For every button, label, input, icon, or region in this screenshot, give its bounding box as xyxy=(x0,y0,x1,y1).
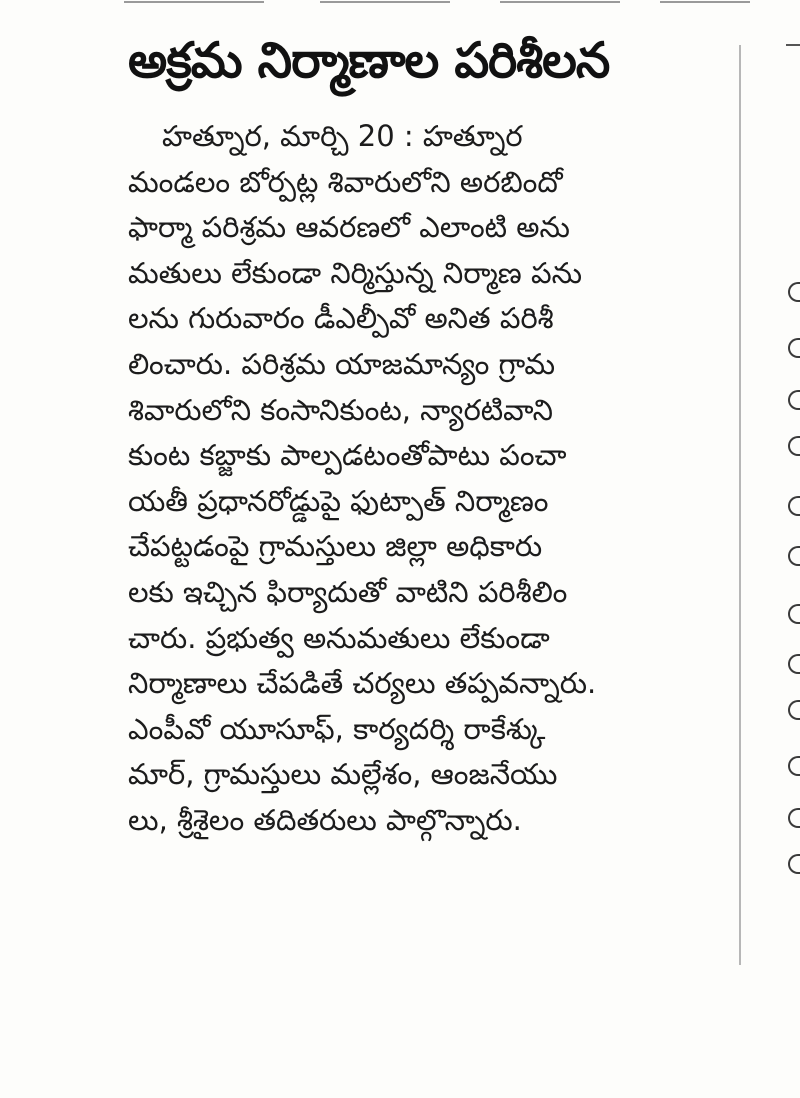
cut-glyph xyxy=(788,546,800,566)
article-body xyxy=(128,114,703,844)
top-rule xyxy=(120,0,800,6)
article-line: చేపట్టడంపై గ్రామస్తులు జిల్లా అధికారు xyxy=(128,529,543,564)
article-line: లించారు. పరిశ్రమ యాజమాన్యం గ్రామ xyxy=(128,346,556,381)
news-article xyxy=(128,22,708,844)
top-rule-segment xyxy=(124,1,264,3)
article-headline: అక్రమ నిర్మాణాల పరిశీలన xyxy=(128,32,610,89)
article-line: శివారులోని కంసానికుంట, న్యారటివాని xyxy=(128,392,554,427)
article-line: ఫార్మా పరిశ్రమ ఆవరణలో ఎలాంటి అను xyxy=(128,210,570,245)
cut-glyph xyxy=(788,436,800,456)
cut-glyph xyxy=(788,282,800,302)
top-rule-segment xyxy=(500,1,620,3)
cut-glyph xyxy=(788,854,800,874)
top-rule-segment xyxy=(320,1,450,3)
article-line: లను గురువారం డీఎల్పీవో అనిత పరిశీ xyxy=(128,301,554,336)
article-line: చారు. ప్రభుత్వ అనుమతులు లేకుండా xyxy=(128,620,550,655)
cut-glyph xyxy=(788,390,800,410)
article-line: లకు ఇచ్చిన ఫిర్యాదుతో వాటిని పరిశీలిం xyxy=(128,574,568,609)
cut-glyph xyxy=(788,654,800,674)
cut-glyph xyxy=(788,604,800,624)
article-line: లు, శ్రీశైలం తదితరులు పాల్గొన్నారు. xyxy=(128,802,522,837)
article-line: మార్, గ్రామస్తులు మల్లేశం, ఆంజనేయు xyxy=(128,757,558,792)
article-line: కుంట కబ్జాకు పాల్పడటంతోపాటు పంచా xyxy=(128,438,567,473)
article-line: మండలం బోర్పట్ల శివారులోని అరబిందో xyxy=(128,164,563,199)
cut-glyph xyxy=(788,756,800,776)
cut-glyph xyxy=(788,496,800,516)
cut-glyph xyxy=(788,808,800,828)
article-line: ఎంపీవో యూసూఫ్, కార్యదర్శి రాకేశ్కు xyxy=(128,711,546,746)
cut-glyph xyxy=(788,700,800,720)
adjacent-column-mark xyxy=(786,44,800,46)
article-line: మతులు లేకుండా నిర్మిస్తున్న నిర్మాణ పను xyxy=(128,255,582,290)
cut-glyph xyxy=(788,338,800,358)
adjacent-column-fragment xyxy=(788,268,800,908)
top-rule-segment xyxy=(660,1,750,3)
article-line: యతీ ప్రధానరోడ్డుపై ఫుట్పాత్ నిర్మాణం xyxy=(128,483,549,518)
article-line: నిర్మాణాలు చేపడితే చర్యలు తప్పవన్నారు. xyxy=(128,666,597,701)
column-divider xyxy=(739,45,741,965)
article-line: హత్నూర, మార్చి 20 : హత్నూర xyxy=(162,119,523,153)
